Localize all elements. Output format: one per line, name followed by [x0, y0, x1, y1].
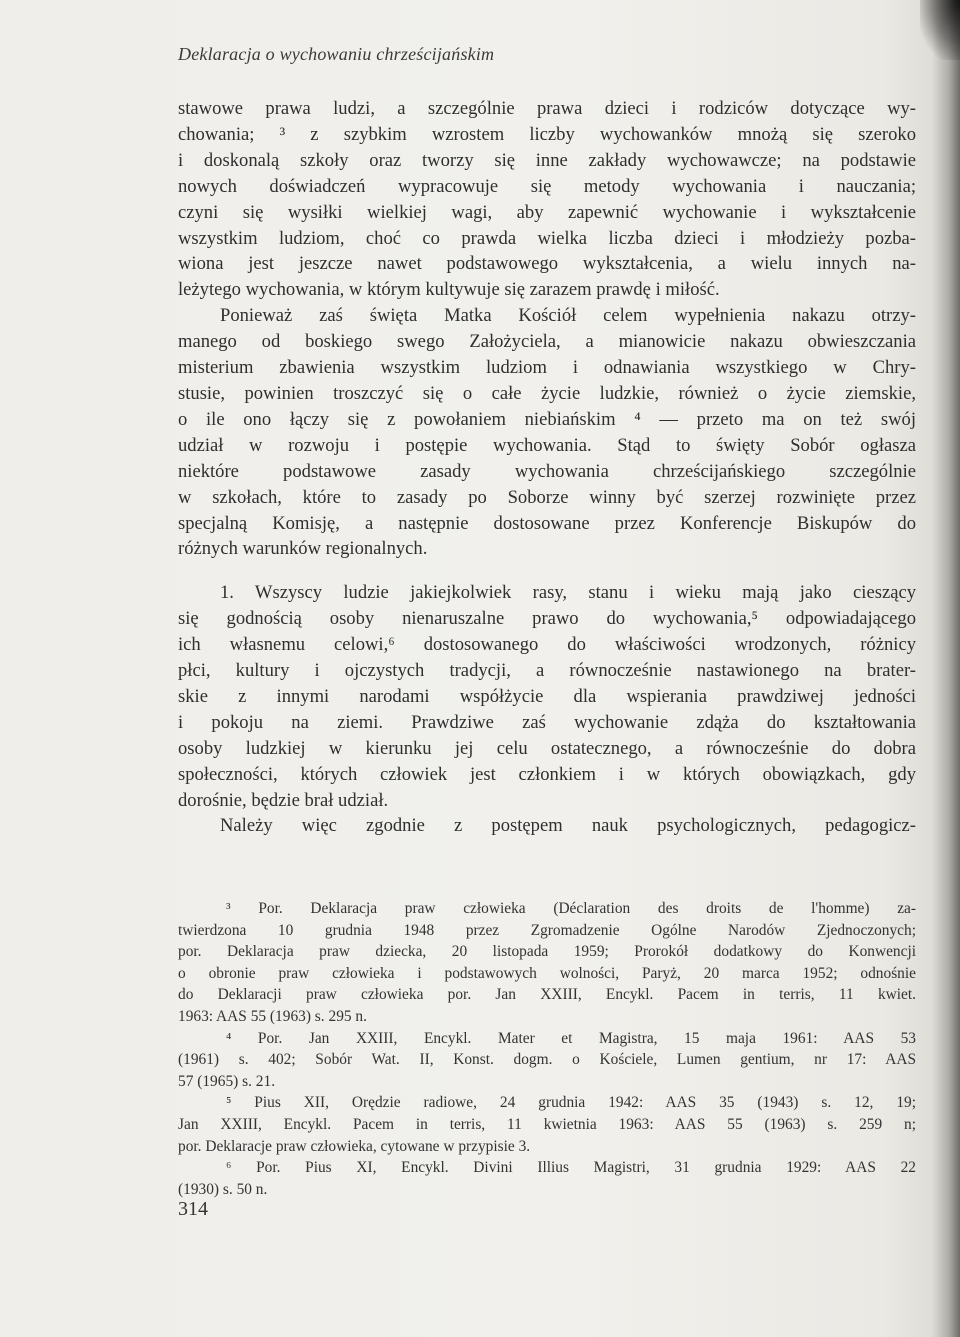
footnote-3: [178, 898, 916, 1028]
text-line: osoby ludzkiej w kierunku jej celu ostatecznego, a równocześnie do dobra: [178, 737, 916, 759]
text-line: o ile ono łączy się z powołaniem niebiańskim ⁴ — przeto ma on też swój: [178, 408, 916, 430]
footnotes: [178, 898, 916, 1200]
footnote-line: por. Deklaracja praw dziecka, 20 listopada 1959; Prorokół dodatkowy do Konwencji: [178, 943, 916, 961]
text-line: ich własnemu celowi,⁶ dostosowanego do właściwości wrodzonych, różnicy: [178, 634, 916, 656]
text-line: i doskonalą szkoły oraz tworzy się inne zakłady wychowawcze; na podstawie: [178, 149, 916, 171]
text-line: chowania; ³ z szybkim wzrostem liczby wychowanków mnożą się szeroko: [178, 123, 916, 145]
paragraph-4: [178, 813, 916, 839]
text-line: różnych warunków regionalnych.: [178, 538, 428, 560]
text-line: stusie, powinien troszczyć się o całe życie ludzkie, również o życie ziemskie,: [178, 382, 916, 404]
footnote-line: o obronie praw człowieka i podstawowych wolności, Paryż, 20 marca 1952; odnośnie: [178, 964, 916, 982]
text-line: misterium zbawienia wszystkim ludziom i odnawiania wszystkiego w Chry-: [178, 357, 916, 379]
text-line: i pokoju na ziemi. Prawdziwe zaś wychowanie zdąża do kształtowania: [178, 711, 916, 733]
text-line: leżytego wychowania, w którym kultywuje się zarazem prawdę i miłość.: [178, 279, 720, 301]
text-line: 1. Wszyscy ludzie jakiejkolwiek rasy, stanu i wieku mają jako cieszący: [220, 582, 916, 604]
footnote-line: 1963: AAS 55 (1963) s. 295 n.: [178, 1007, 367, 1025]
footnote-line: twierdzona 10 grudnia 1948 przez Zgromadzenie Ogólne Narodów Zjednoczonych;: [178, 921, 916, 939]
text-line: społeczności, których człowiek jest członkiem i w których obowiązkach, gdy: [178, 763, 916, 785]
page-corner-shadow: [920, 0, 960, 60]
text-line: manego od boskiego swego Założyciela, a mianowicie nakazu obwieszczania: [178, 331, 916, 353]
footnote-line: (1930) s. 50 n.: [178, 1180, 268, 1198]
footnote-line: do Deklaracji praw człowieka por. Jan XXIII, Encykl. Pacem in terris, 11 kwiet.: [178, 986, 916, 1004]
footnote-4: [178, 1028, 916, 1093]
text-line: udział w rozwoju i postępie wychowania. Stąd to święty Sobór ogłasza: [178, 434, 916, 456]
paragraph-2: [178, 303, 916, 562]
footnote-line: (1961) s. 402; Sobór Wat. II, Konst. dogm. o Kościele, Lumen gentium, nr 17: AAS: [178, 1051, 916, 1069]
paragraph-1: [178, 96, 916, 303]
text-line: specjalną Komisję, a następnie dostosowane przez Konferencje Biskupów do: [178, 512, 916, 534]
text-line: Należy więc zgodnie z postępem nauk psychologicznych, pedagogicz-: [220, 815, 916, 837]
body-text: [178, 96, 916, 839]
text-line: wiona jest jeszcze nawet podstawowego wykształcenia, a wielu innych na-: [178, 253, 916, 275]
text-line: niektóre podstawowe zasady wychowania chrześcijańskiego szczególnie: [178, 460, 916, 482]
text-line: skie z innymi narodami współżycie dla wspierania prawdziwej jedności: [178, 685, 916, 707]
text-line: płci, kultury i ojczystych tradycji, a równocześnie nastawionego na brater-: [178, 660, 916, 682]
footnote-line: ³ Por. Deklaracja praw człowieka (Déclaration des droits de l'homme) za-: [226, 900, 916, 917]
footnote-6: [178, 1157, 916, 1200]
text-line: dorośnie, będzie brał udział.: [178, 789, 389, 811]
page-number: 314: [178, 1198, 208, 1220]
footnote-line: ⁶ Por. Pius XI, Encykl. Divini Illius Magistri, 31 grudnia 1929: AAS 22: [226, 1159, 916, 1177]
text-line: się godnością osoby nienaruszalne prawo do wychowania,⁵ odpowiadającego: [178, 608, 916, 630]
footnote-line: Jan XXIII, Encykl. Pacem in terris, 11 kwietnia 1963: AAS 55 (1963) s. 259 n;: [178, 1115, 916, 1133]
text-line: Ponieważ zaś święta Matka Kościół celem wypełnienia nakazu otrzy-: [220, 305, 916, 327]
text-line: czyni się wysiłki wielkiej wagi, aby zapewnić wychowanie i wykształcenie: [178, 201, 916, 223]
footnote-line: ⁴ Por. Jan XXIII, Encykl. Mater et Magistra, 15 maja 1961: AAS 53: [226, 1029, 916, 1047]
text-line: wszystkim ludziom, choć co prawda wielka liczba dzieci i młodzieży pozba-: [178, 227, 916, 249]
running-head: Deklaracja o wychowaniu chrześcijańskim: [178, 44, 495, 64]
paragraph-3: [178, 580, 916, 813]
paragraph-gap: [178, 562, 916, 580]
footnote-line: ⁵ Pius XII, Orędzie radiowe, 24 grudnia 1942: AAS 35 (1943) s. 12, 19;: [226, 1094, 916, 1112]
footnote-5: [178, 1092, 916, 1157]
footnote-line: por. Deklaracje praw człowieka, cytowane w przypisie 3.: [178, 1137, 531, 1155]
page-edge-shadow: [932, 0, 960, 1337]
footnote-line: 57 (1965) s. 21.: [178, 1072, 276, 1090]
text-line: nowych doświadczeń wypracowuje się metody wychowania i nauczania;: [178, 175, 916, 197]
text-line: stawowe prawa ludzi, a szczególnie prawa dzieci i rodziców dotyczące wy-: [178, 98, 916, 119]
text-line: w szkołach, które to zasady po Soborze winny być szerzej rozwinięte przez: [178, 486, 916, 508]
